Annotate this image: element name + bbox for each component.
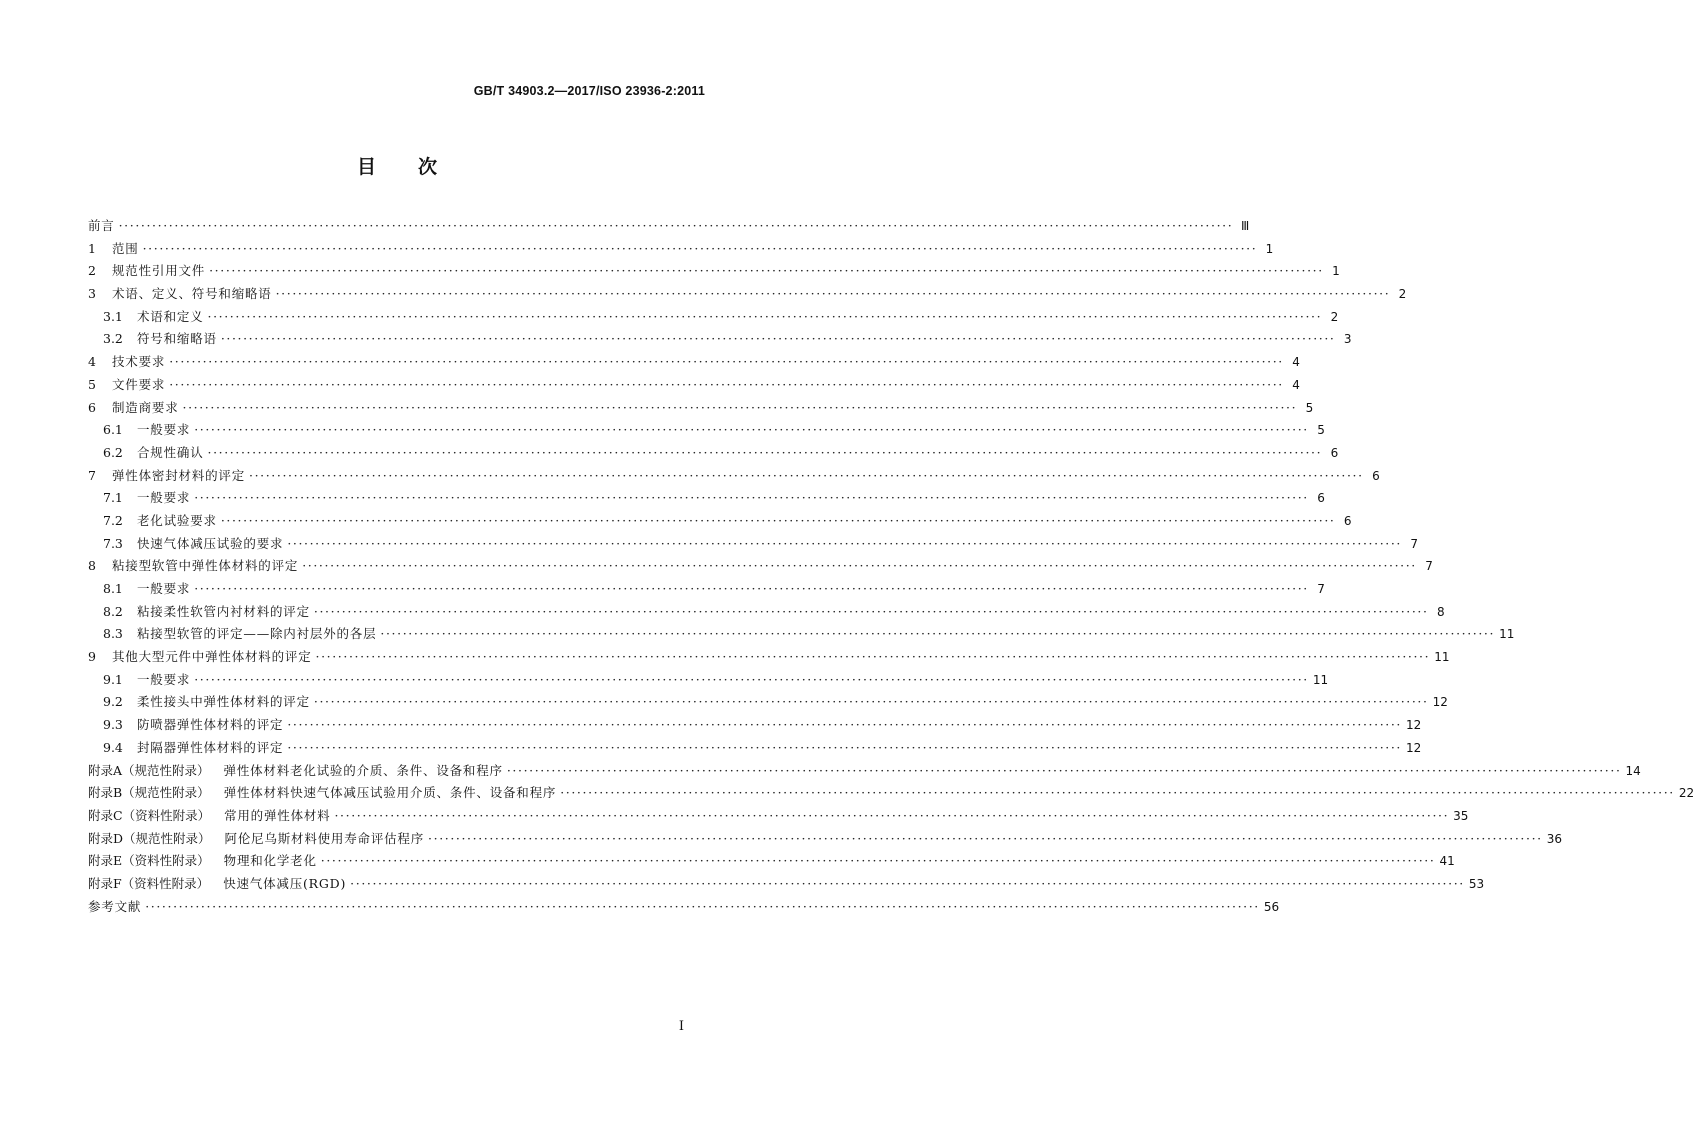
toc-dot-leader: ········································································································································································································: [145, 898, 1260, 914]
toc-entry[interactable]: [88, 691, 1448, 713]
toc-entry-page: 2: [1330, 309, 1339, 324]
toc-entry-page: 2: [1398, 287, 1407, 302]
toc-entry-number: 附录F（资料性附录）: [88, 875, 210, 891]
toc-entry-page: 53: [1468, 876, 1485, 891]
toc-entry-page: 12: [1432, 695, 1448, 710]
toc-entry-number: 8.1: [103, 581, 123, 596]
toc-entry-number: 3: [88, 286, 96, 302]
toc-entry-number: 3.1: [103, 308, 123, 324]
page-title: 目次: [356, 156, 479, 178]
toc-entry[interactable]: [88, 306, 1339, 328]
toc-entry-page: 22: [1678, 786, 1694, 801]
toc-dot-leader: ········································································································································································································: [220, 331, 1336, 347]
toc-entry-title: 物理和化学老化: [223, 853, 317, 869]
toc-entry-title: 柔性接头中弹性体材料的评定: [137, 694, 310, 710]
toc-entry-title: 弹性体材料快速气体减压试验用介质、条件、设备和程序: [223, 785, 557, 801]
toc-entry-page: 41: [1439, 854, 1455, 869]
toc-entry-title: 弹性体密封材料的评定: [112, 467, 246, 483]
toc-entry-number: 6.2: [103, 444, 123, 460]
toc-entry[interactable]: [88, 260, 1340, 282]
toc-entry[interactable]: [88, 465, 1380, 487]
toc-entry-title: 一般要求: [137, 671, 191, 687]
toc-dot-leader: ········································································································································································································: [182, 399, 1298, 415]
toc-entry-number: 1: [88, 240, 96, 256]
toc-entry-title: 前言: [88, 218, 115, 233]
toc-entry-number: 7.1: [103, 490, 123, 506]
toc-entry-page: 1: [1265, 241, 1274, 256]
toc-entry-page: 14: [1625, 763, 1641, 778]
toc-entry-number: 4: [88, 354, 96, 370]
toc-entry-title: 阿伦尼乌斯材料使用寿命评估程序: [224, 830, 425, 846]
toc-entry-page: 6: [1317, 491, 1325, 506]
toc-entry[interactable]: [88, 351, 1300, 373]
toc-dot-leader: ········································································································································································································: [350, 875, 1465, 891]
toc-entry[interactable]: [88, 850, 1455, 872]
toc-dot-leader: ········································································································································································································: [380, 626, 1496, 642]
toc-dot-leader: ········································································································································································································: [194, 490, 1309, 506]
toc-entry-title: 封隔器弹性体材料的评定: [137, 739, 284, 755]
toc-entry[interactable]: [88, 782, 1694, 804]
toc-entry[interactable]: [88, 646, 1450, 668]
toc-entry[interactable]: [88, 714, 1422, 736]
toc-entry-number: 7.3: [103, 535, 123, 551]
toc-dot-leader: ········································································································································································································: [249, 467, 1364, 483]
toc-entry-title: 规范性引用文件: [112, 263, 206, 279]
toc-entry-number: 2: [88, 263, 96, 279]
toc-entry[interactable]: [88, 283, 1407, 305]
toc-entry[interactable]: [88, 374, 1300, 396]
toc-entry[interactable]: [88, 578, 1325, 600]
toc-dot-leader: ········································································································································································································: [194, 581, 1309, 596]
toc-dot-leader: ········································································································································································································: [207, 444, 1323, 460]
toc-entry-number: 附录D（规范性附录）: [88, 830, 211, 846]
toc-entry-number: 7.2: [103, 512, 123, 528]
toc-entry-title: 常用的弹性体材料: [224, 807, 331, 823]
toc-dot-leader: ········································································································································································································: [287, 535, 1402, 551]
toc-entry-title: 制造商要求: [112, 399, 179, 415]
toc-dot-leader: ········································································································································································································: [506, 762, 1622, 778]
toc-entry-page: 6: [1372, 468, 1380, 483]
toc-entry[interactable]: [88, 805, 1469, 827]
toc-entry-number: 6: [88, 399, 96, 415]
toc-entry-title: 一般要求: [137, 581, 191, 596]
toc-entry[interactable]: [88, 601, 1445, 623]
toc-dot-leader: ········································································································································································································: [220, 512, 1336, 528]
toc-entry[interactable]: [88, 238, 1274, 260]
toc-dot-leader: ········································································································································································································: [169, 376, 1284, 392]
toc-entry-title: 弹性体材料老化试验的介质、条件、设备和程序: [223, 762, 503, 778]
toc-entry-page: 12: [1406, 718, 1422, 733]
toc-entry-title: 符号和缩略语: [137, 331, 217, 347]
toc-dot-leader: ········································································································································································································: [302, 558, 1417, 574]
toc-dot-leader: ········································································································································································································: [194, 671, 1309, 687]
toc-dot-leader: ········································································································································································································: [560, 785, 1675, 801]
toc-dot-leader: ········································································································································································································: [142, 240, 1258, 256]
toc-entry-number: 附录C（资料性附录）: [88, 807, 211, 823]
toc-entry[interactable]: [88, 487, 1325, 509]
toc-dot-leader: ········································································································································································································: [313, 694, 1429, 710]
toc-entry[interactable]: [88, 328, 1352, 350]
toc-entry-page: 36: [1546, 831, 1563, 846]
toc-dot-leader: ········································································································································································································: [169, 354, 1284, 370]
toc-entry-page: 56: [1263, 899, 1280, 914]
toc-entry-number: 9.2: [103, 694, 123, 710]
toc-entry-title: 快速气体减压试验的要求: [137, 535, 284, 551]
toc-entry-page: 11: [1434, 650, 1450, 665]
toc-entry[interactable]: [88, 397, 1314, 419]
toc-entry-number: 附录B（规范性附录）: [88, 785, 210, 801]
toc-entry-number: 5: [88, 376, 96, 392]
toc-entry-page: 6: [1330, 445, 1339, 460]
table-of-contents: [88, 215, 1694, 918]
toc-entry-page: 5: [1317, 423, 1325, 438]
toc-dot-leader: ········································································································································································································: [209, 263, 1324, 279]
toc-entry[interactable]: [88, 419, 1325, 441]
toc-entry-title: 老化试验要求: [137, 512, 217, 528]
toc-entry[interactable]: [88, 215, 1250, 237]
toc-entry[interactable]: [88, 737, 1422, 759]
toc-entry-title: 术语和定义: [137, 308, 204, 324]
toc-entry-page: 11: [1499, 627, 1515, 642]
toc-entry-number: 8.3: [103, 626, 123, 642]
toc-entry-title: 术语、定义、符号和缩略语: [112, 286, 272, 302]
toc-entry-number: 附录E（资料性附录）: [88, 853, 210, 869]
toc-entry-page: 35: [1453, 808, 1469, 823]
toc-entry-page: 12: [1406, 740, 1422, 755]
toc-entry-number: 7: [88, 467, 96, 483]
toc-entry-number: 8: [88, 558, 96, 574]
toc-entry[interactable]: [88, 533, 1418, 555]
toc-entry-title: 范围: [112, 240, 139, 256]
toc-entry-page: 4: [1292, 377, 1300, 392]
toc-entry-title: 粘接型软管中弹性体材料的评定: [112, 558, 299, 574]
toc-dot-leader: ········································································································································································································: [315, 649, 1431, 665]
toc-entry-title: 合规性确认: [137, 444, 204, 460]
toc-entry-page: 3: [1343, 332, 1352, 347]
toc-entry-title: 粘接柔性软管内衬材料的评定: [137, 603, 310, 619]
toc-entry[interactable]: [88, 896, 1280, 918]
toc-entry-title: 技术要求: [112, 354, 166, 370]
toc-entry-page: 7: [1410, 536, 1418, 551]
toc-dot-leader: ········································································································································································································: [287, 739, 1402, 755]
toc-entry-number: 9.1: [103, 671, 123, 687]
toc-dot-leader: ········································································································································································································: [207, 308, 1323, 324]
toc-entry-number: 9.3: [103, 717, 123, 733]
toc-dot-leader: ········································································································································································································: [118, 218, 1234, 233]
toc-entry[interactable]: [88, 510, 1352, 532]
toc-entry-number: 附录A（规范性附录）: [88, 762, 210, 778]
toc-entry-number: 8.2: [103, 603, 123, 619]
toc-entry-page: 1: [1332, 264, 1340, 279]
toc-entry-page: Ⅲ: [1241, 219, 1250, 233]
toc-entry-title: 一般要求: [137, 422, 191, 438]
toc-entry-page: 5: [1305, 400, 1314, 415]
page-number: I: [678, 1019, 684, 1034]
toc-entry-page: 7: [1425, 559, 1433, 574]
toc-entry-title: 粘接型软管的评定——除内衬层外的各层: [137, 626, 377, 642]
toc-entry-title: 其他大型元件中弹性体材料的评定: [112, 649, 312, 665]
toc-entry-number: 6.1: [103, 422, 123, 438]
toc-entry-number: 9: [88, 649, 96, 665]
toc-dot-leader: ········································································································································································································: [334, 807, 1450, 823]
toc-entry-page: 8: [1436, 604, 1445, 619]
toc-entry[interactable]: [88, 669, 1329, 691]
toc-entry-title: 参考文献: [88, 898, 142, 914]
toc-dot-leader: ········································································································································································································: [428, 830, 1543, 846]
toc-dot-leader: ········································································································································································································: [320, 853, 1436, 869]
toc-entry[interactable]: [88, 623, 1515, 645]
toc-entry-page: 6: [1343, 513, 1352, 528]
toc-entry-title: 一般要求: [137, 490, 191, 506]
toc-dot-leader: ········································································································································································································: [275, 286, 1391, 302]
toc-entry[interactable]: [88, 828, 1563, 850]
toc-entry-number: 9.4: [103, 739, 123, 755]
toc-entry[interactable]: [88, 760, 1641, 782]
toc-dot-leader: ········································································································································································································: [287, 717, 1402, 733]
toc-dot-leader: ········································································································································································································: [313, 603, 1429, 619]
toc-entry-page: 11: [1312, 672, 1329, 687]
toc-entry-page: 4: [1292, 355, 1300, 370]
toc-entry-title: 文件要求: [112, 376, 166, 392]
toc-entry-title: 防喷器弹性体材料的评定: [137, 717, 284, 733]
toc-entry-title: 快速气体减压(RGD): [223, 875, 347, 891]
toc-entry[interactable]: [88, 555, 1433, 577]
toc-entry-number: 3.2: [103, 331, 123, 347]
toc-entry[interactable]: [88, 442, 1339, 464]
toc-entry-page: 7: [1317, 582, 1325, 596]
standard-code: GB/T 34903.2—2017/ISO 23936-2:2011: [473, 84, 705, 98]
toc-entry[interactable]: [88, 873, 1485, 895]
toc-dot-leader: ········································································································································································································: [194, 422, 1309, 438]
